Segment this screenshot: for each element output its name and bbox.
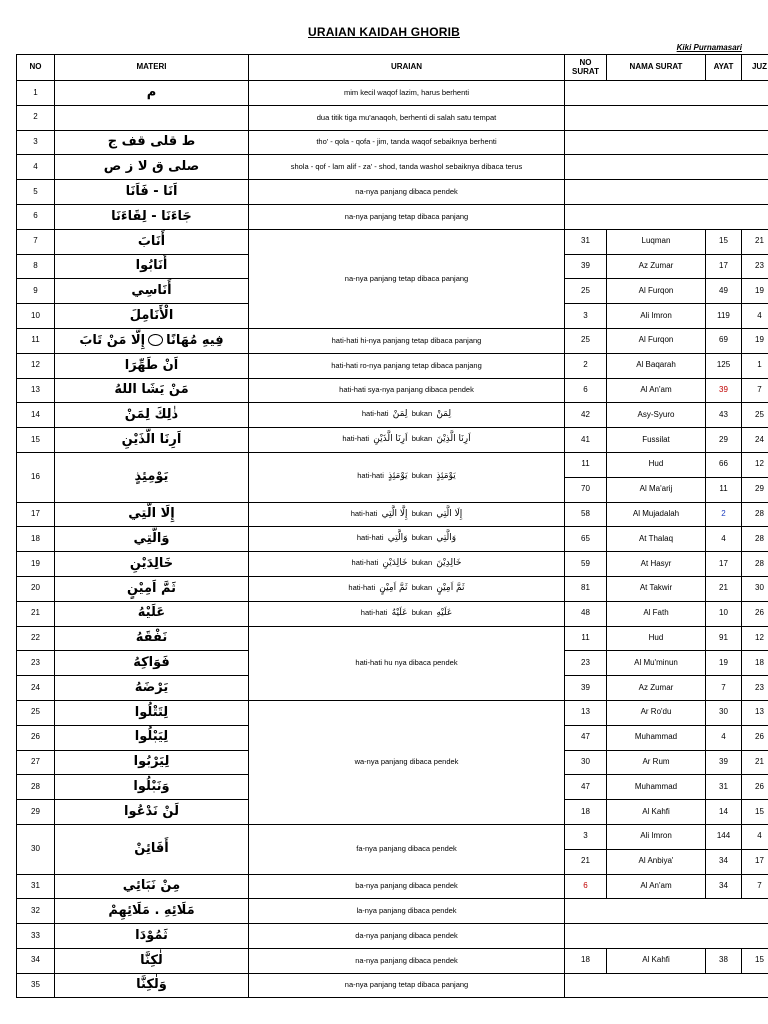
row-number: 6 — [17, 204, 55, 229]
arabic-inline: إِلَا الَّتِي — [436, 508, 463, 519]
juz: 7 — [742, 874, 768, 899]
table-row — [17, 155, 768, 180]
row-number: 10 — [17, 304, 55, 329]
row-number: 24 — [17, 676, 55, 701]
no-surat: 81 — [565, 576, 607, 601]
materi-arabic: لِيَبْلُوا — [55, 725, 249, 750]
ayat: 38 — [706, 948, 742, 973]
row-number: 34 — [17, 948, 55, 973]
row-number: 11 — [17, 328, 55, 353]
row-number: 25 — [17, 700, 55, 725]
uraian-text: shola - qof - lam alif - za' - shod, tanda washol sebaiknya dibaca terus — [249, 155, 565, 180]
table-row — [17, 180, 768, 205]
materi-arabic: وَلٰكِنَّا — [55, 973, 249, 998]
page-title: URAIAN KAIDAH GHORIB — [308, 25, 460, 39]
row-number: 20 — [17, 576, 55, 601]
juz: 26 — [742, 601, 768, 626]
juz: 12 — [742, 452, 768, 477]
materi-arabic: أَنَابَ — [55, 229, 249, 254]
materi-arabic: وَالَّتِي — [55, 527, 249, 552]
uraian-text: hati-hati ro-nya panjang tetap dibaca panjang — [249, 353, 565, 378]
header-no-surat-line1: NO — [579, 57, 592, 67]
materi-arabic: فَوَاكِهُ — [55, 651, 249, 676]
nama-surat: Luqman — [607, 229, 706, 254]
arabic-inline: عَلَيْهِ — [436, 607, 453, 618]
no-surat: 3 — [565, 824, 607, 849]
nama-surat: Az Zumar — [607, 676, 706, 701]
bukan-label: bukan — [411, 471, 433, 481]
uraian-text: ba-nya panjang dibaca pendek — [249, 874, 565, 899]
no-surat: 47 — [565, 725, 607, 750]
nama-surat: Al Furqon — [607, 328, 706, 353]
table-row — [17, 874, 768, 899]
table-row — [17, 948, 768, 973]
no-surat: 6 — [565, 378, 607, 403]
materi-arabic: صلى ق لا ز ص — [55, 155, 249, 180]
arabic-inline: لِمَنْ — [392, 409, 408, 420]
ayat: 7 — [706, 676, 742, 701]
materi-arabic: لِتَتْلُوا — [55, 700, 249, 725]
ayat: 2 — [706, 502, 742, 527]
arabic-inline: خَالِدِيْنَ — [436, 558, 462, 569]
nama-surat: Hud — [607, 626, 706, 651]
bukan-label: bukan — [411, 533, 433, 543]
no-surat: 30 — [565, 750, 607, 775]
header-no-surat-line2: SURAT — [572, 66, 599, 76]
table-row — [17, 502, 768, 527]
uraian-text: dua titik tiga mu'anaqoh, berhenti di salah satu tempat — [249, 105, 565, 130]
materi-arabic: لٰكِنَّا — [55, 948, 249, 973]
juz: 25 — [742, 403, 768, 428]
juz: 29 — [742, 477, 768, 502]
uraian-text: na-nya panjang dibaca pendek — [249, 180, 565, 205]
ayat: 10 — [706, 601, 742, 626]
uraian-text — [249, 502, 565, 527]
no-surat: 18 — [565, 800, 607, 825]
ayat: 39 — [706, 750, 742, 775]
uraian-text — [249, 403, 565, 428]
bukan-label: bukan — [411, 582, 433, 592]
juz: 26 — [742, 725, 768, 750]
juz: 26 — [742, 775, 768, 800]
materi-arabic: اَنْ طَهِّرَا — [55, 353, 249, 378]
no-surat: 39 — [565, 254, 607, 279]
hati-label: hati-hati — [357, 471, 384, 481]
table-row — [17, 924, 768, 949]
empty-surat-cell — [565, 130, 768, 155]
juz: 21 — [742, 750, 768, 775]
table-row — [17, 328, 768, 353]
row-number: 15 — [17, 428, 55, 453]
uraian-text: na-nya panjang tetap dibaca panjang — [249, 973, 565, 998]
ghorib-table — [16, 54, 768, 998]
uraian-text: fa-nya panjang dibaca pendek — [249, 824, 565, 874]
juz: 19 — [742, 328, 768, 353]
nama-surat: Al Anbiya' — [607, 849, 706, 874]
uraian-text: na-nya panjang dibaca pendek — [249, 948, 565, 973]
nama-surat: Al Baqarah — [607, 353, 706, 378]
ayat: 31 — [706, 775, 742, 800]
juz: 28 — [742, 527, 768, 552]
table-row — [17, 601, 768, 626]
row-number: 8 — [17, 254, 55, 279]
nama-surat: At Hasyr — [607, 552, 706, 577]
uraian-text — [249, 428, 565, 453]
ayat: 43 — [706, 403, 742, 428]
row-number: 32 — [17, 899, 55, 924]
juz: 24 — [742, 428, 768, 453]
row-number: 7 — [17, 229, 55, 254]
uraian-text: la-nya panjang dibaca pendek — [249, 899, 565, 924]
table-row — [17, 353, 768, 378]
header-ayat: AYAT — [706, 55, 742, 81]
circle-mark-icon — [148, 334, 163, 346]
materi-arabic: م — [55, 81, 249, 106]
ayat: 34 — [706, 849, 742, 874]
uraian-text: da-nya panjang dibaca pendek — [249, 924, 565, 949]
nama-surat: Ar Ro'du — [607, 700, 706, 725]
nama-surat: At Takwir — [607, 576, 706, 601]
materi-arabic: أَنَابُوا — [55, 254, 249, 279]
no-surat: 13 — [565, 700, 607, 725]
no-surat: 42 — [565, 403, 607, 428]
no-surat: 11 — [565, 626, 607, 651]
uraian-text — [249, 527, 565, 552]
empty-surat-cell — [565, 105, 768, 130]
arabic-inline: إِلَّا الَّتِي — [381, 508, 408, 519]
nama-surat: Az Zumar — [607, 254, 706, 279]
empty-surat-cell — [565, 155, 768, 180]
ayat: 29 — [706, 428, 742, 453]
no-surat: 25 — [565, 279, 607, 304]
ayat: 4 — [706, 527, 742, 552]
nama-surat: Al Ma'arij — [607, 477, 706, 502]
arabic-inline: اَرِنَا الَّذِيْنَ — [436, 434, 471, 445]
row-number: 29 — [17, 800, 55, 825]
bukan-label: bukan — [411, 508, 433, 518]
uraian-text — [249, 552, 565, 577]
table-row — [17, 229, 768, 254]
juz: 17 — [742, 849, 768, 874]
juz: 15 — [742, 800, 768, 825]
materi-part: فِيهِ مُهَانًا — [166, 332, 224, 348]
uraian-text — [249, 576, 565, 601]
nama-surat: Hud — [607, 452, 706, 477]
row-number: 21 — [17, 601, 55, 626]
ayat: 119 — [706, 304, 742, 329]
hati-label: hati-hati — [348, 582, 376, 592]
ayat: 11 — [706, 477, 742, 502]
table-row — [17, 81, 768, 106]
table-row — [17, 378, 768, 403]
materi-arabic: الْأَنَامِلَ — [55, 304, 249, 329]
arabic-inline: يَوْمَئِذٍ — [436, 471, 456, 482]
header-juz: JUZ — [742, 55, 768, 81]
table-row — [17, 527, 768, 552]
juz: 4 — [742, 304, 768, 329]
table-row — [17, 552, 768, 577]
row-number: 3 — [17, 130, 55, 155]
ayat: 39 — [706, 378, 742, 403]
ayat: 69 — [706, 328, 742, 353]
juz: 28 — [742, 502, 768, 527]
row-number: 26 — [17, 725, 55, 750]
materi-arabic — [55, 105, 249, 130]
row-number: 27 — [17, 750, 55, 775]
juz: 7 — [742, 378, 768, 403]
header-materi: MATERI — [55, 55, 249, 81]
arabic-inline: وَالَّتِي — [436, 533, 457, 544]
uraian-text: tho' - qola - qofa - jim, tanda waqof sebaiknya berhenti — [249, 130, 565, 155]
ayat: 144 — [706, 824, 742, 849]
uraian-text: mim kecil waqof lazim, harus berhenti — [249, 81, 565, 106]
materi-arabic: وَنَبْلُوا — [55, 775, 249, 800]
ayat: 17 — [706, 254, 742, 279]
ayat: 17 — [706, 552, 742, 577]
materi-arabic: ثَمَّ اَمِيْنٍ — [55, 576, 249, 601]
no-surat: 3 — [565, 304, 607, 329]
row-number: 17 — [17, 502, 55, 527]
author-name: Kiki Purnamasari — [676, 43, 742, 52]
row-number: 30 — [17, 824, 55, 874]
row-number: 22 — [17, 626, 55, 651]
uraian-text: hati-hati sya-nya panjang dibaca pendek — [249, 378, 565, 403]
table-body — [17, 81, 768, 998]
no-surat: 21 — [565, 849, 607, 874]
header-no-surat — [565, 55, 607, 81]
ayat: 125 — [706, 353, 742, 378]
arabic-inline: ثَمَّ اَمِيْنٍ — [436, 582, 465, 593]
materi-arabic: ط قلى قف ج — [55, 130, 249, 155]
nama-surat: At Thalaq — [607, 527, 706, 552]
no-surat: 18 — [565, 948, 607, 973]
header-nama-surat: NAMA SURAT — [607, 55, 706, 81]
table-row — [17, 899, 768, 924]
empty-surat-cell — [565, 204, 768, 229]
row-number: 4 — [17, 155, 55, 180]
no-surat: 58 — [565, 502, 607, 527]
table-row — [17, 105, 768, 130]
nama-surat: Al Fath — [607, 601, 706, 626]
nama-surat: Al Furqon — [607, 279, 706, 304]
materi-arabic: لَنْ نَدْعُوا — [55, 800, 249, 825]
bukan-label: bukan — [411, 558, 433, 568]
juz: 30 — [742, 576, 768, 601]
hati-label: hati-hati — [356, 533, 384, 543]
nama-surat: Asy-Syuro — [607, 403, 706, 428]
ayat: 34 — [706, 874, 742, 899]
row-number: 1 — [17, 81, 55, 106]
juz: 23 — [742, 676, 768, 701]
uraian-text: hati-hati hi-nya panjang tetap dibaca panjang — [249, 328, 565, 353]
uraian-text: na-nya panjang tetap dibaca panjang — [249, 204, 565, 229]
row-number: 9 — [17, 279, 55, 304]
empty-surat-cell — [565, 81, 768, 106]
row-number: 23 — [17, 651, 55, 676]
empty-surat-cell — [565, 924, 768, 949]
materi-arabic: اَرِنَا الَّذَيْنِ — [55, 428, 249, 453]
row-number: 18 — [17, 527, 55, 552]
materi-arabic: يَرْضَهُ — [55, 676, 249, 701]
no-surat: 25 — [565, 328, 607, 353]
table-row — [17, 130, 768, 155]
table-row — [17, 824, 768, 849]
no-surat: 70 — [565, 477, 607, 502]
materi-arabic: ذٰلِكَ لِمَنْ — [55, 403, 249, 428]
ayat: 14 — [706, 800, 742, 825]
nama-surat: Al An'am — [607, 874, 706, 899]
no-surat: 48 — [565, 601, 607, 626]
bukan-label: bukan — [411, 607, 433, 617]
arabic-inline: اَرِنَا الَّذَيْنِ — [373, 434, 408, 445]
materi-arabic: لِيَرْبُوا — [55, 750, 249, 775]
table-row — [17, 403, 768, 428]
row-number: 12 — [17, 353, 55, 378]
row-number: 5 — [17, 180, 55, 205]
row-number: 35 — [17, 973, 55, 998]
bukan-label: bukan — [411, 409, 433, 419]
materi-arabic: مِنْ نَبَائِي — [55, 874, 249, 899]
ayat: 66 — [706, 452, 742, 477]
uraian-text: wa-nya panjang dibaca pendek — [249, 700, 565, 824]
no-surat: 47 — [565, 775, 607, 800]
uraian-text — [249, 452, 565, 502]
juz: 18 — [742, 651, 768, 676]
juz: 13 — [742, 700, 768, 725]
juz: 21 — [742, 229, 768, 254]
juz: 12 — [742, 626, 768, 651]
juz: 4 — [742, 824, 768, 849]
ayat: 49 — [706, 279, 742, 304]
arabic-inline: ثَمَّ اَمِيْنٍ — [379, 582, 408, 593]
materi-arabic: اَنَا - فَاَنَا — [55, 180, 249, 205]
nama-surat: Al Kahfi — [607, 948, 706, 973]
hati-label: hati-hati — [360, 607, 388, 617]
materi-arabic: إِلَا الَّتِي — [55, 502, 249, 527]
header-no: NO — [17, 55, 55, 81]
uraian-text — [249, 601, 565, 626]
row-number: 16 — [17, 452, 55, 502]
nama-surat: Muhammad — [607, 725, 706, 750]
table-row — [17, 973, 768, 998]
ayat: 19 — [706, 651, 742, 676]
ayat: 15 — [706, 229, 742, 254]
nama-surat: Al Kahfi — [607, 800, 706, 825]
arabic-inline: وَالَّتِي — [387, 533, 408, 544]
juz: 23 — [742, 254, 768, 279]
materi-arabic: مَلَائِهِ . مَلَائِهِمْ — [55, 899, 249, 924]
row-number: 31 — [17, 874, 55, 899]
juz: 15 — [742, 948, 768, 973]
nama-surat: Fussilat — [607, 428, 706, 453]
hati-label: hati-hati — [351, 558, 379, 568]
ayat: 4 — [706, 725, 742, 750]
ayat: 30 — [706, 700, 742, 725]
row-number: 19 — [17, 552, 55, 577]
row-number: 2 — [17, 105, 55, 130]
bukan-label: bukan — [411, 434, 433, 444]
juz: 28 — [742, 552, 768, 577]
nama-surat: Ali Imron — [607, 304, 706, 329]
uraian-text: na-nya panjang tetap dibaca panjang — [249, 229, 565, 328]
materi-arabic: يَوْمِئِذٍ — [55, 452, 249, 502]
hati-label: hati-hati — [350, 508, 378, 518]
no-surat: 6 — [565, 874, 607, 899]
no-surat: 11 — [565, 452, 607, 477]
row-number: 28 — [17, 775, 55, 800]
materi-arabic: نَفْقَهُ — [55, 626, 249, 651]
arabic-inline: عَلَيْهُ — [391, 607, 408, 618]
nama-surat: Ali Imron — [607, 824, 706, 849]
materi-arabic: ثَمُوْدَا — [55, 924, 249, 949]
table-row — [17, 626, 768, 651]
arabic-inline: لِمَنْ — [436, 409, 452, 420]
hati-label: hati-hati — [361, 409, 389, 419]
arabic-inline: يَوْمَئِذٍ — [388, 471, 408, 482]
materi-part: إِلَّا مَنْ تَابَ — [79, 332, 146, 348]
materi-arabic: جَاءَنَا - لِقَاءَنَا — [55, 204, 249, 229]
uraian-text: hati-hati hu nya dibaca pendek — [249, 626, 565, 700]
table-row — [17, 452, 768, 477]
materi-arabic: أَفَائِنْ — [55, 824, 249, 874]
row-number: 13 — [17, 378, 55, 403]
nama-surat: Muhammad — [607, 775, 706, 800]
materi-arabic: أَنَاسِي — [55, 279, 249, 304]
no-surat: 31 — [565, 229, 607, 254]
materi-arabic: عَلَيْهُ — [55, 601, 249, 626]
empty-surat-cell — [565, 180, 768, 205]
ayat: 21 — [706, 576, 742, 601]
no-surat: 39 — [565, 676, 607, 701]
no-surat: 41 — [565, 428, 607, 453]
nama-surat: Al Mujadalah — [607, 502, 706, 527]
hati-label: hati-hati — [342, 434, 370, 444]
table-row — [17, 428, 768, 453]
materi-arabic: خَالِدَيْنِ — [55, 552, 249, 577]
no-surat: 2 — [565, 353, 607, 378]
juz: 1 — [742, 353, 768, 378]
row-number: 14 — [17, 403, 55, 428]
juz: 19 — [742, 279, 768, 304]
table-row — [17, 700, 768, 725]
empty-surat-cell — [565, 973, 768, 998]
empty-surat-cell — [565, 899, 768, 924]
row-number: 33 — [17, 924, 55, 949]
table-row — [17, 576, 768, 601]
header-uraian: URAIAN — [249, 55, 565, 81]
nama-surat: Al An'am — [607, 378, 706, 403]
nama-surat: Ar Rum — [607, 750, 706, 775]
arabic-inline: خَالِدَيْنِ — [382, 558, 408, 569]
nama-surat: Al Mu'minun — [607, 651, 706, 676]
header-row — [17, 55, 768, 81]
no-surat: 59 — [565, 552, 607, 577]
materi-arabic — [55, 328, 249, 353]
no-surat: 23 — [565, 651, 607, 676]
table-row — [17, 204, 768, 229]
materi-arabic: مَنْ يَشَا اللهُ — [55, 378, 249, 403]
no-surat: 65 — [565, 527, 607, 552]
ayat: 91 — [706, 626, 742, 651]
